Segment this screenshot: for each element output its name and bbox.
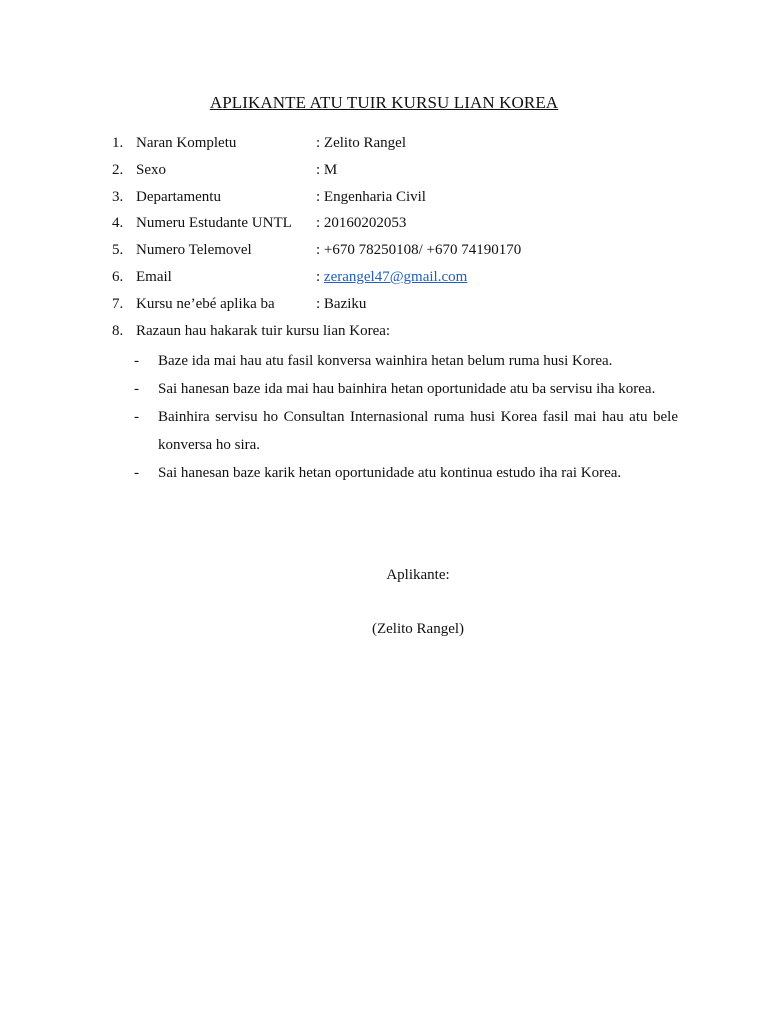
field-separator: : bbox=[316, 242, 324, 259]
field-row-department bbox=[112, 187, 692, 214]
reason-label: Razaun hau hakarak tuir kursu lian Korea: bbox=[136, 322, 391, 339]
field-value bbox=[316, 294, 366, 314]
reason-item-text: Sai hanesan baze karik hetan oportunidade atu kontinua estudo iha rai Korea. bbox=[158, 465, 622, 481]
reason-heading bbox=[112, 321, 692, 348]
field-row-email bbox=[112, 267, 692, 294]
field-value bbox=[316, 187, 426, 207]
applicant-fields bbox=[112, 133, 692, 347]
email-link[interactable]: zerangel47@gmail.com bbox=[323, 268, 468, 285]
full-name-value: Zelito Rangel bbox=[323, 135, 406, 151]
bullet-dash: - bbox=[134, 381, 139, 397]
field-separator: : bbox=[316, 268, 324, 285]
document-title: APLIKANTE ATU TUIR KURSU LIAN KOREA bbox=[209, 93, 559, 112]
field-row-sex bbox=[112, 160, 692, 187]
field-row-student-number bbox=[112, 213, 692, 240]
reason-item bbox=[134, 459, 678, 487]
student-number-value: 20160202053 bbox=[323, 215, 407, 232]
field-value bbox=[316, 267, 467, 287]
field-number: 6. bbox=[112, 268, 124, 285]
field-number: 5. bbox=[112, 242, 124, 259]
field-number: 3. bbox=[112, 188, 124, 205]
bullet-dash: - bbox=[134, 353, 139, 369]
field-number: 7. bbox=[112, 295, 124, 312]
signature-label: Aplikante: bbox=[386, 567, 450, 583]
field-number: 1. bbox=[112, 135, 124, 151]
field-row-full-name bbox=[112, 133, 692, 160]
field-value bbox=[316, 160, 337, 180]
field-separator: : bbox=[316, 161, 324, 178]
field-label: Sexo bbox=[136, 161, 166, 178]
reason-item-text: Bainhira servisu ho Consultan Internasional ruma husi Korea fasil mai hau atu bele konversa ho sira. bbox=[158, 409, 678, 453]
field-label: Departamentu bbox=[136, 188, 221, 205]
bullet-dash: - bbox=[134, 465, 139, 481]
course-value: Baziku bbox=[323, 295, 367, 312]
department-value: Engenharia Civil bbox=[323, 188, 426, 205]
field-label: Kursu ne’ebé aplika ba bbox=[136, 295, 275, 312]
field-label: Email bbox=[136, 268, 172, 285]
field-value bbox=[316, 133, 406, 153]
field-number: 4. bbox=[112, 215, 124, 232]
field-row-phone bbox=[112, 240, 692, 267]
field-label: Numero Telemovel bbox=[136, 242, 252, 259]
reason-item-text: Sai hanesan baze ida mai hau bainhira hetan oportunidade atu ba servisu iha korea. bbox=[158, 381, 656, 397]
reason-item bbox=[134, 403, 678, 459]
field-separator: : bbox=[316, 215, 324, 232]
phone-value: +670 78250108/ +670 74190170 bbox=[323, 242, 522, 259]
field-separator: : bbox=[316, 295, 324, 312]
field-label: Numeru Estudante UNTL bbox=[136, 215, 292, 232]
field-row-course bbox=[112, 294, 692, 321]
bullet-dash: - bbox=[134, 409, 139, 425]
field-label: Naran Kompletu bbox=[136, 135, 237, 151]
reason-item bbox=[134, 375, 678, 403]
signature-name: (Zelito Rangel) bbox=[371, 621, 465, 637]
sex-value: M bbox=[323, 161, 338, 178]
field-separator: : bbox=[316, 188, 324, 205]
field-value bbox=[316, 213, 406, 233]
reason-list bbox=[134, 347, 678, 487]
field-value bbox=[316, 240, 521, 260]
field-number: 2. bbox=[112, 161, 124, 178]
reason-number: 8. bbox=[112, 322, 124, 339]
field-separator: : bbox=[316, 135, 324, 151]
reason-item bbox=[134, 347, 678, 375]
reason-item-text: Baze ida mai hau atu fasil konversa wainhira hetan belum ruma husi Korea. bbox=[158, 353, 613, 369]
